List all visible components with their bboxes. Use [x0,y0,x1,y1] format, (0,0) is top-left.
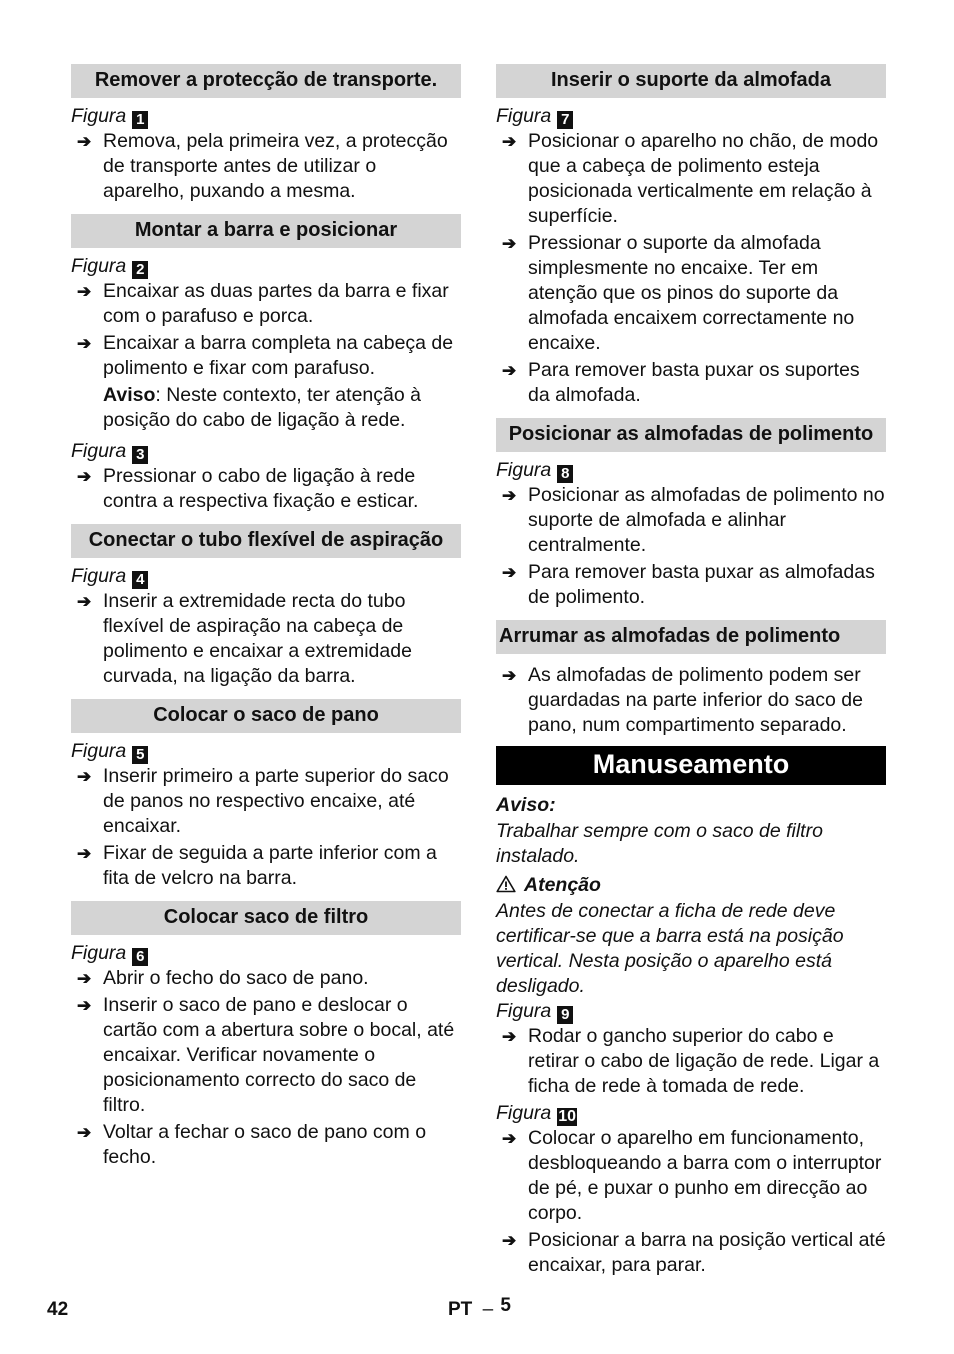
arrow-icon: ➔ [502,1129,517,1148]
section-store-pads [496,620,886,738]
instruction-item: ➔ As almofadas de polimento podem ser guardadas na parte inferior do saco de pano, num compartimento separado. [502,664,863,736]
arrow-icon: ➔ [77,969,92,988]
arrow-icon: ➔ [77,844,92,863]
arrow-icon: ➔ [502,486,517,505]
section-cloth-bag [71,699,461,891]
instruction-item: ➔ Posicionar a barra na posição vertical até encaixar, para parar. [502,1229,886,1276]
arrow-icon: ➔ [77,592,92,611]
section-heading: Posicionar as almofadas de polimento [496,418,886,452]
section-heading: Colocar o saco de pano [71,699,461,733]
footer-language-page [448,1295,511,1321]
figure-reference: Figura 2 [71,254,461,279]
notice-paragraph: Aviso: Neste contexto, ter atenção à posição do cabo de ligação à rede. [103,384,421,431]
figure-reference: Figura 5 [71,739,461,764]
figure-reference: Figura 10 [496,1102,577,1125]
instruction-item: ➔ Abrir o fecho do saco de pano. [77,967,369,989]
figure-number-badge: 2 [132,261,148,279]
instruction-item: ➔ Encaixar a barra completa na cabeça de polimento e fixar com parafuso. [77,332,454,379]
section-insert-pad-holder [496,64,886,408]
chapter-title: Manuseamento [496,746,886,785]
figure-number-badge: 9 [557,1006,573,1024]
instruction-item: ➔ Posicionar o aparelho no chão, de modo que a cabeça de polimento esteja posicionada verticalmente em relação à superfície. [502,130,879,227]
right-column [496,64,886,1280]
instruction-item: ➔ Voltar a fechar o saco de pano com o fecho. [77,1121,427,1168]
figure-number-badge: 8 [557,465,573,483]
section-connect-suction-hose [71,524,461,689]
section-heading: Remover a protecção de transporte. [71,64,461,98]
arrow-icon: ➔ [502,666,517,685]
instruction-item: ➔ Posicionar as almofadas de polimento no suporte de almofada e alinhar centralmente. [502,484,885,556]
notice-text: Trabalhar sempre com o saco de filtro instalado. [496,820,823,867]
sub-page-number: 5 [500,1295,511,1316]
section-heading: Colocar saco de filtro [71,901,461,935]
instruction-item: ➔ Remova, pela primeira vez, a protecção de transporte antes de utilizar o aparelho, puxando a mesma. [77,130,448,202]
arrow-icon: ➔ [77,467,92,486]
warning-heading: Atenção [496,873,886,898]
arrow-icon: ➔ [502,234,517,253]
figure-reference: Figura 4 [71,564,461,589]
figure-reference: Figura 9 [496,999,886,1024]
arrow-icon: ➔ [77,132,92,151]
figure-number-badge: 6 [132,948,148,966]
instruction-item: ➔ Para remover basta puxar as almofadas de polimento. [502,561,875,608]
instruction-item: ➔ Pressionar o suporte da almofada simplesmente no encaixe. Ter em atenção que os pinos do suporte da almofada encaixem correctamente no encaixe. [502,232,855,354]
instruction-item: ➔ Inserir a extremidade recta do tubo flexível de aspiração na cabeça de polimento e encaixar a extremidade curvada, na ligação da barra. [77,590,412,687]
arrow-icon: ➔ [502,1027,517,1046]
section-heading: Conectar o tubo flexível de aspiração [71,524,461,558]
arrow-icon: ➔ [77,1123,92,1142]
figure-reference: Figura 6 [71,941,461,966]
arrow-icon: ➔ [77,996,92,1015]
figure-number-badge: 7 [557,111,573,129]
arrow-icon: ➔ [77,334,92,353]
section-heading: Arrumar as almofadas de polimento [496,620,886,654]
figure-number-badge: 4 [132,571,148,589]
figure-reference: Figura 3 [71,439,461,464]
instruction-item: ➔ Fixar de seguida a parte inferior com a fita de velcro na barra. [77,842,437,889]
warning-triangle-icon [496,875,516,893]
instruction-item: ➔ Colocar o aparelho em funcionamento, desbloqueando a barra com o interruptor de pé, e puxar o punho em direcção ao corpo. [502,1127,882,1224]
arrow-icon: ➔ [502,563,517,582]
language-code: PT [448,1299,473,1320]
page-number: 42 [47,1299,69,1320]
arrow-icon: ➔ [502,361,517,380]
figure-reference: Figura 7 [496,104,886,129]
footer-dash: – [482,1299,494,1320]
notice-label: Aviso: [496,794,556,816]
figure-reference: Figura 1 [71,104,461,129]
instruction-item: ➔ Inserir o saco de pano e deslocar o cartão com a abertura sobre o bocal, até encaixar. Verificar novamente o posicionamento correcto do saco de filtro. [77,994,455,1116]
figure-number-badge: 10 [558,1108,577,1125]
section-mount-bar [71,214,461,514]
warning-text: Antes de conectar a ficha de rede deve certificar-se que a barra está na posição vertical. Nesta posição o aparelho está desligado. [496,900,844,997]
notice-label: Aviso [103,384,156,406]
instruction-item: ➔ Encaixar as duas partes da barra e fixar com o parafuso e porca. [77,280,449,327]
figure-reference: Figura 8 [496,458,886,483]
figure-number-badge: 5 [132,746,148,764]
instruction-item: ➔ Inserir primeiro a parte superior do saco de panos no respectivo encaixe, até encaixar. [77,765,449,837]
section-remove-transport-protection [71,64,461,204]
figure-number-badge: 3 [132,446,148,464]
arrow-icon: ➔ [502,1231,517,1250]
figure-number-badge: 1 [132,111,148,129]
arrow-icon: ➔ [77,282,92,301]
instruction-item: ➔ Pressionar o cabo de ligação à rede contra a respectiva fixação e esticar. [77,465,419,512]
arrow-icon: ➔ [77,767,92,786]
section-position-pads [496,418,886,610]
section-heading: Inserir o suporte da almofada [496,64,886,98]
instruction-item: ➔ Rodar o gancho superior do cabo e retirar o cabo de ligação de rede. Ligar a ficha de rede à tomada de rede. [502,1025,880,1097]
left-column [71,64,461,1180]
section-operation [496,746,886,1278]
instruction-item: ➔ Para remover basta puxar os suportes da almofada. [502,359,860,406]
section-heading: Montar a barra e posicionar [71,214,461,248]
arrow-icon: ➔ [502,132,517,151]
section-filter-bag [71,901,461,1170]
